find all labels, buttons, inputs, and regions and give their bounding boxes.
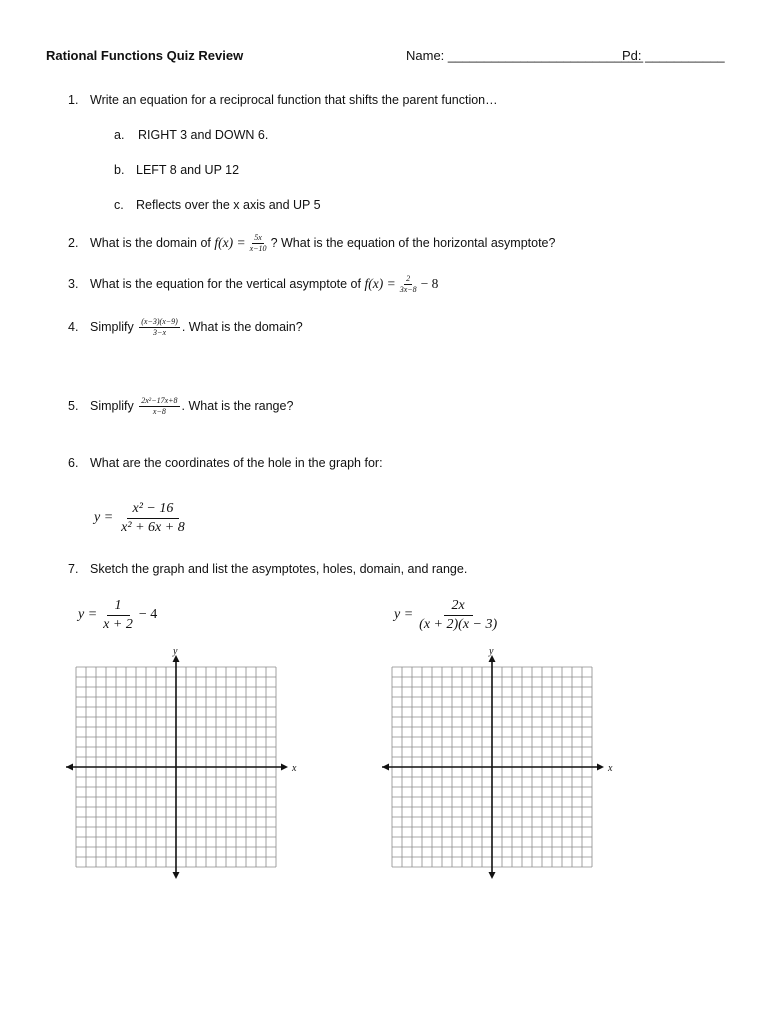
- q3-line: [90, 269, 438, 299]
- q3-fraction: [398, 275, 419, 294]
- q2-denominator: x−10: [249, 243, 267, 253]
- q4-suffix: . What is the domain?: [181, 320, 303, 334]
- q4-line: [90, 312, 303, 342]
- q4-numerator: (x−3)(x−9): [141, 316, 178, 326]
- q5-denominator: x−8: [152, 406, 166, 416]
- q1b-text: LEFT 8 and UP 12: [136, 163, 240, 177]
- q6-text: What are the coordinates of the hole in the graph for:: [90, 456, 383, 470]
- q2-prefix: What is the domain of: [90, 236, 211, 250]
- x-axis-arrow-right: [597, 764, 604, 771]
- q6-denominator: x² + 6x + 8: [121, 519, 185, 535]
- q3-prefix: What is the equation for the vertical asymptote of: [90, 277, 361, 291]
- name-field: Name: ___________________________: [406, 48, 644, 63]
- y-axis-arrow-down: [489, 872, 496, 879]
- q7-right-lhs: y =: [394, 607, 414, 622]
- x-axis-label: x: [608, 763, 613, 774]
- q2-numerator: 5x: [254, 232, 262, 242]
- q5-numerator: 2x²−17x+8: [141, 395, 178, 405]
- q1a-marker: a.: [114, 128, 125, 142]
- q3-numerator: 2: [406, 273, 411, 283]
- q5-number: 5.: [68, 399, 79, 413]
- q7-left-tail: − 4: [138, 607, 158, 622]
- q7-left-equation: [78, 594, 157, 636]
- q7-left-numerator: 1: [107, 599, 130, 616]
- x-axis-arrow-left: [66, 764, 73, 771]
- q7-right-denominator: (x + 2)(x − 3): [419, 616, 498, 632]
- q7-right-numerator: 2x: [444, 599, 473, 616]
- q7-number: 7.: [68, 562, 79, 576]
- y-axis-label: y: [489, 646, 494, 657]
- q6-number: 6.: [68, 456, 79, 470]
- q4-prefix: Simplify: [90, 320, 134, 334]
- q6-lhs: y =: [94, 510, 114, 525]
- q7-left-fraction: [99, 599, 137, 632]
- q2-number: 2.: [68, 236, 79, 250]
- x-axis-label: x: [292, 763, 297, 774]
- q7-left-lhs: y =: [78, 607, 98, 622]
- coordinate-grid-right: [380, 645, 613, 885]
- q7-right-equation: [394, 594, 503, 636]
- q2-suffix: ? What is the equation of the horizontal asymptote?: [270, 236, 556, 250]
- y-axis-arrow-down: [173, 872, 180, 879]
- q5-prefix: Simplify: [90, 399, 134, 413]
- q4-denominator: 3−x: [153, 327, 166, 337]
- q1b-marker: b.: [114, 163, 125, 177]
- q7-text: Sketch the graph and list the asymptotes, holes, domain, and range.: [90, 562, 468, 576]
- q1c-marker: c.: [114, 198, 124, 212]
- q6-numerator: x² − 16: [127, 502, 180, 519]
- q7-right-fraction: [415, 599, 501, 632]
- y-axis-label: y: [173, 646, 178, 657]
- q3-fname: f(x) =: [364, 276, 396, 291]
- period-field: Pd: ___________: [622, 48, 725, 63]
- page-title: Rational Functions Quiz Review: [46, 48, 244, 63]
- q2-fraction: [248, 234, 269, 253]
- q7-left-denominator: x + 2: [103, 616, 133, 632]
- q1-text: Write an equation for a reciprocal function that shifts the parent function…: [90, 93, 498, 107]
- q4-number: 4.: [68, 320, 79, 334]
- q1a-text: RIGHT 3 and DOWN 6.: [138, 128, 269, 142]
- q5-fraction: [139, 397, 179, 416]
- q1c-text: Reflects over the x axis and UP 5: [136, 198, 321, 212]
- q6-fraction: [115, 502, 191, 535]
- q2-line: [90, 228, 555, 258]
- q1-number: 1.: [68, 93, 79, 107]
- q4-fraction: [139, 318, 180, 337]
- q3-number: 3.: [68, 277, 79, 291]
- x-axis-arrow-left: [382, 764, 389, 771]
- q5-line: [90, 391, 293, 421]
- q3-tail: − 8: [420, 276, 439, 291]
- coordinate-grid-left: [64, 645, 297, 885]
- x-axis-arrow-right: [281, 764, 288, 771]
- q3-denominator: 3x−8: [399, 284, 417, 294]
- q6-equation: [94, 497, 193, 539]
- q5-suffix: . What is the range?: [181, 399, 294, 413]
- q2-fname: f(x) =: [214, 235, 246, 250]
